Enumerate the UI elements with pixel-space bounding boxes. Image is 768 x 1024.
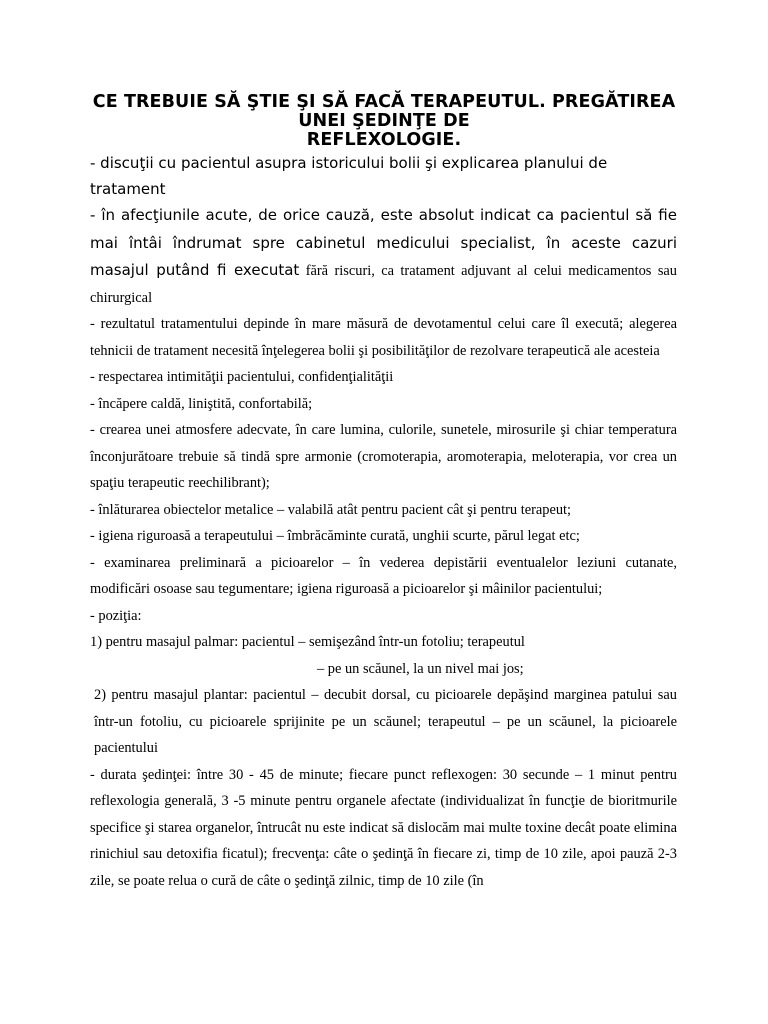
paragraph-session-duration: - durata şedinţei: între 30 - 45 de minute; fiecare punct reflexogen: 30 secunde – 1 minut pentru reflexologia generală, 3 -5 minute pentru organele afectate (individualizat în funcţie de bioritmurile specifice şi starea organelor, întrucât nu este indicat să dislocăm mai multe toxine decât poate elimina rinichiul sau detoxifia ficatul); frecvenţa: câte o şedinţă în fiecare zi, timp de 10 zile, apoi pauză 2-3 zile, se poate relua o cură de câte o şedinţă zilnic, timp de 10 zile (în xyxy=(90,766,677,889)
paragraph-hygiene: - igiena riguroasă a terapeutului – îmbrăcăminte curată, unghii scurte, părul legat etc; xyxy=(90,528,580,544)
document-body xyxy=(90,150,677,894)
paragraph-plantar-massage: 2) pentru masajul plantar: pacientul – decubit dorsal, cu picioarele depăşind marginea patului sau într-un fotoliu, cu picioarele sprijinite pe un scăunel; terapeutul – pe un scăunel, la picioarele pacientului xyxy=(94,687,677,756)
paragraph-examination: - examinarea preliminară a picioarelor – în vederea depistării eventualelor leziuni cutanate, modificări osoase sau tegumentare; igiena riguroasă a picioarelor şi mâinilor pacientului; xyxy=(90,554,677,597)
paragraph-privacy: - respectarea intimităţii pacientului, confidenţialităţii xyxy=(90,369,394,385)
paragraph-acute-conditions-serif: fără riscuri, ca tratament adjuvant al celui medicamentos sau chirurgical xyxy=(90,263,678,306)
paragraph-acute-conditions xyxy=(90,202,677,311)
title-line-2: UNEI ŞEDINŢE DE xyxy=(298,111,470,131)
paragraph-room: - încăpere caldă, liniştită, confortabilă; xyxy=(90,395,313,412)
paragraph-treatment-result: - rezultatul tratamentului depinde în mare măsură de devotamentul celui care îl execută; alegerea tehnicii de tratament necesită înţelegerea bolii şi posibilităţilor de rezolvare terapeutică ale acesteia xyxy=(90,316,677,359)
paragraph-atmosphere: - crearea unei atmosfere adecvate, în care lumina, culorile, sunetele, mirosurile şi chiar temperatura înconjurătoare trebuie să tindă spre armonie (cromoterapia, aromoterapia, meloterapia, vor crea un spaţiu terapeutic reechilibrant); xyxy=(90,422,677,491)
paragraph-discussions: - discuţii cu pacientul asupra istoricului bolii şi explicarea planului de tratament xyxy=(90,154,608,198)
title-line-1: CE TREBUIE SĂ ŞTIE ŞI SĂ FACĂ TERAPEUTUL. PREGĂTIREA xyxy=(92,92,676,112)
page-title xyxy=(80,93,688,150)
paragraph-position: - poziţia: xyxy=(90,607,142,624)
paragraph-acute-conditions-sans: - în afecţiunile acute, de orice cauză, este absolut indicat ca pacientul să fie mai întâi îndrumat spre cabinetul medicului specialist, în aceste cazuri masajul putând fi executat xyxy=(90,206,677,279)
title-line-3: REFLEXOLOGIE. xyxy=(306,130,462,150)
paragraph-palmar-massage: 1) pentru masajul palmar: pacientul – semişezând într-un fotoliu; terapeutul xyxy=(90,634,525,650)
paragraph-palmar-therapist: – pe un scăunel, la un nivel mai jos; xyxy=(317,660,524,677)
paragraph-metal-objects: - înlăturarea obiectelor metalice – valabilă atât pentru pacient cât şi pentru terapeut; xyxy=(90,501,572,518)
